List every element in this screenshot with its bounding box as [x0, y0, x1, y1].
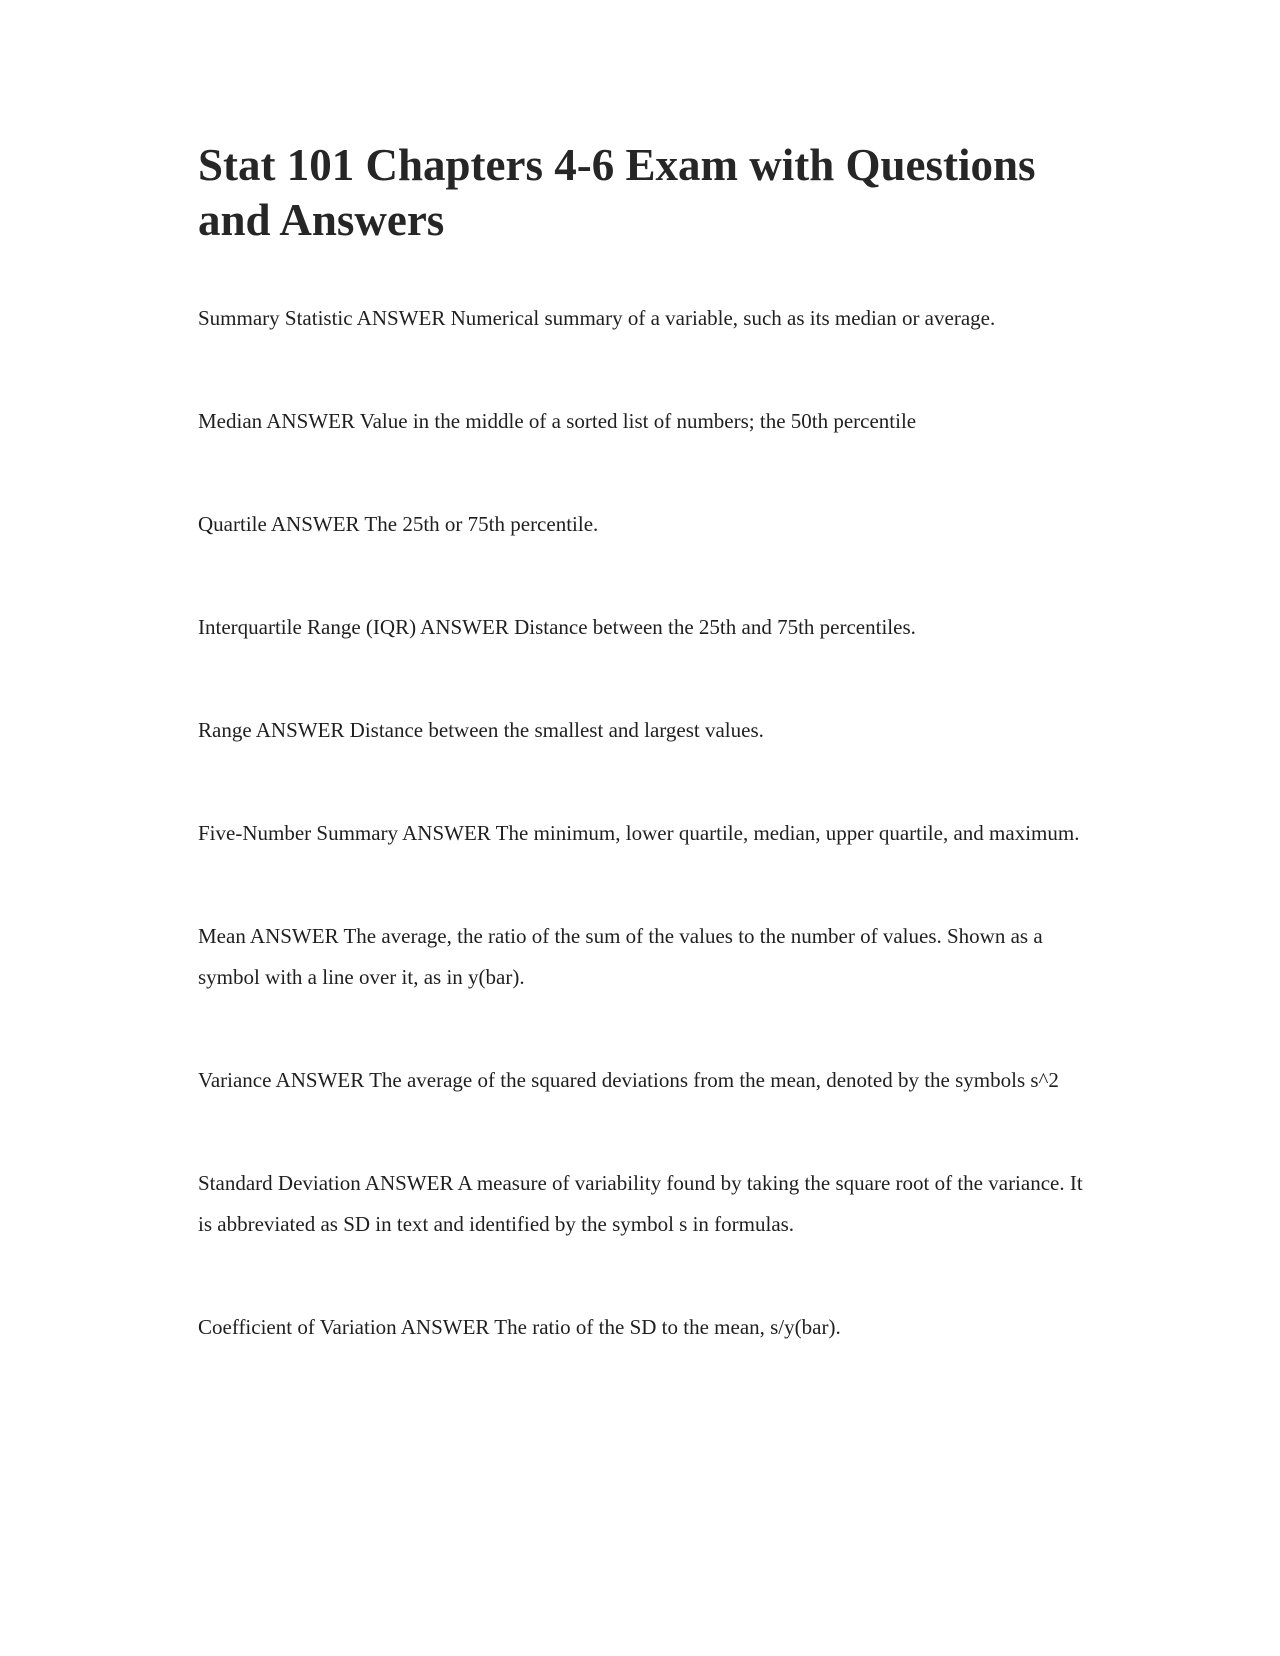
document-title: Stat 101 Chapters 4-6 Exam with Questions and Answers [198, 140, 1036, 245]
qa-entry-range: Range ANSWER Distance between the smallest and largest values. [198, 718, 764, 742]
qa-entry-variance: Variance ANSWER The average of the squared deviations from the mean, denoted by the symbols s^2 [198, 1068, 1059, 1092]
qa-entry-summary-statistic: Summary Statistic ANSWER Numerical summary of a variable, such as its median or average. [198, 306, 996, 330]
qa-entry-quartile: Quartile ANSWER The 25th or 75th percentile. [198, 512, 599, 536]
qa-entry-coefficient-of-variation: Coefficient of Variation ANSWER The ratio of the SD to the mean, s/y(bar). [198, 1315, 841, 1339]
qa-list [198, 298, 1098, 1348]
qa-entry-standard-deviation: Standard Deviation ANSWER A measure of variability found by taking the square root of the variance. It is abbreviated as SD in text and identified by the symbol s in formulas. [198, 1171, 1083, 1236]
qa-entry-mean: Mean ANSWER The average, the ratio of the sum of the values to the number of values. Shown as a symbol with a line over it, as in y(bar). [198, 924, 1043, 989]
qa-entry-five-number-summary: Five-Number Summary ANSWER The minimum, lower quartile, median, upper quartile, and maximum. [198, 821, 1080, 845]
qa-entry-median: Median ANSWER Value in the middle of a sorted list of numbers; the 50th percentile [198, 409, 917, 433]
document-content [198, 138, 1098, 1348]
qa-entry-interquartile-range: Interquartile Range (IQR) ANSWER Distance between the 25th and 75th percentiles. [198, 615, 916, 639]
